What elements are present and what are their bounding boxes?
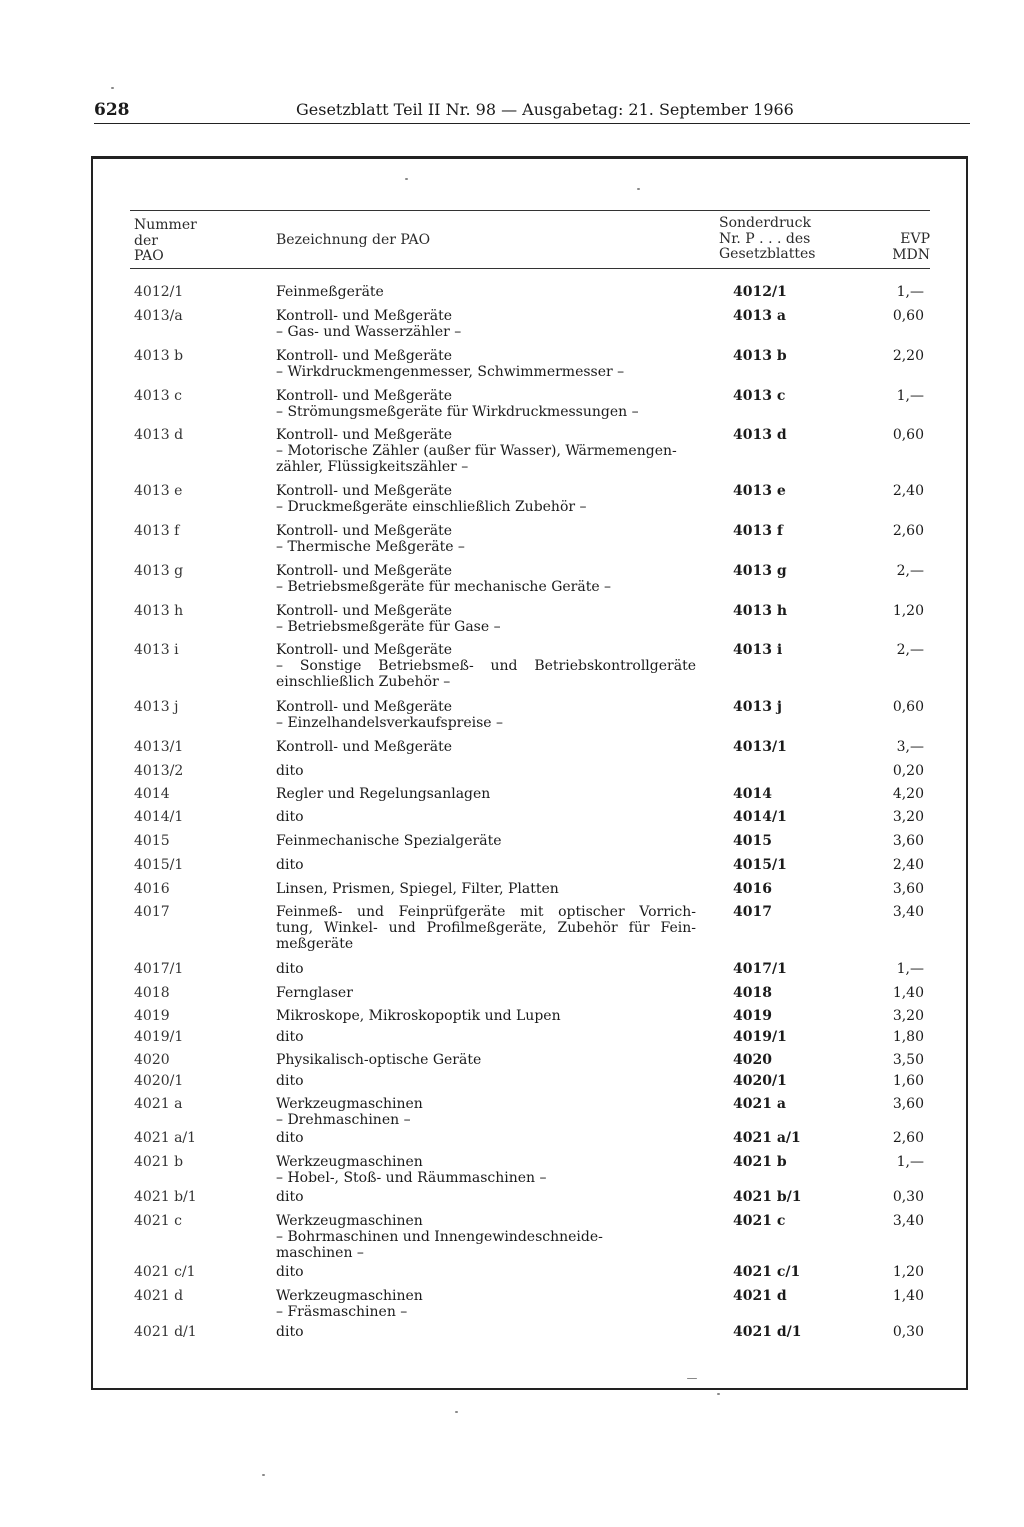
pao-number: 4017/1 (134, 961, 184, 977)
pao-description (276, 787, 696, 803)
pao-number: 4013 d (134, 427, 184, 443)
special-print-number: 4021 a (733, 1096, 786, 1112)
print-speck (405, 178, 408, 180)
price-value: 1,60 (892, 1073, 924, 1089)
pao-number: 4013 i (134, 642, 179, 658)
table-top-rule (130, 210, 930, 211)
pao-number: 4012/1 (134, 284, 184, 300)
description-line: dito (276, 1324, 304, 1340)
price-value: 3,20 (892, 1008, 924, 1024)
pao-number: 4021 b/1 (134, 1189, 197, 1205)
pao-number: 4020 (134, 1052, 170, 1068)
pao-description (276, 1074, 696, 1090)
price-value: 1,80 (892, 1029, 924, 1045)
description-line: – Strömungsmeßgeräte für Wirkdruckmessungen – (276, 403, 639, 420)
pao-description (276, 564, 696, 596)
description-line: dito (276, 961, 304, 977)
pao-description (276, 1097, 696, 1129)
pao-number: 4021 a/1 (134, 1130, 197, 1146)
pao-description (276, 764, 696, 780)
price-value: 3,40 (892, 1213, 924, 1229)
price-value: 2,40 (892, 857, 924, 873)
special-print-number: 4013 d (733, 427, 787, 443)
pao-description (276, 1030, 696, 1046)
special-print-number: 4019/1 (733, 1029, 787, 1045)
pao-description (276, 428, 696, 475)
special-print-number: 4013 f (733, 523, 783, 539)
pao-description (276, 740, 696, 756)
special-print-number: 4014 (733, 786, 772, 802)
description-line: dito (276, 809, 304, 825)
page-number: 628 (94, 100, 130, 120)
price-value: 0,30 (892, 1324, 924, 1340)
price-value: 3,— (896, 739, 924, 755)
description-line: maschinen – (276, 1244, 364, 1261)
price-value: 0,30 (892, 1189, 924, 1205)
pao-number: 4019 (134, 1008, 170, 1024)
special-print-number: 4020/1 (733, 1073, 787, 1089)
pao-description (276, 524, 696, 556)
pao-description (276, 1131, 696, 1147)
price-value: 3,60 (892, 1096, 924, 1112)
pao-description (276, 1214, 696, 1261)
price-value: 1,— (896, 1154, 924, 1170)
description-line: Feinmechanische Spezialgeräte (276, 833, 502, 849)
pao-number: 4016 (134, 881, 170, 897)
description-line: Werkzeugmaschinen (276, 1096, 423, 1112)
pao-description (276, 1265, 696, 1281)
pao-number: 4015 (134, 833, 170, 849)
column-header-description: Bezeichnung der PAO (276, 232, 431, 248)
special-print-number: 4013/1 (733, 739, 787, 755)
special-print-number: 4015/1 (733, 857, 787, 873)
description-line: dito (276, 763, 304, 779)
special-print-number: 4021 c (733, 1213, 786, 1229)
print-speck (637, 188, 640, 190)
price-value: 0,60 (892, 308, 924, 324)
special-print-number: 4021 c/1 (733, 1264, 801, 1280)
description-line: Kontroll- und Meßgeräte (276, 348, 453, 364)
description-line: Kontroll- und Meßgeräte (276, 642, 453, 658)
pao-description (276, 1053, 696, 1069)
pao-description (276, 1289, 696, 1321)
description-line: Linsen, Prismen, Spiegel, Filter, Platten (276, 881, 559, 897)
special-print-number: 4019 (733, 1008, 772, 1024)
description-line: Kontroll- und Meßgeräte (276, 308, 453, 324)
special-print-number: 4021 d (733, 1288, 787, 1304)
price-value: 1,40 (892, 985, 924, 1001)
column-header-special-print: Sonderdruck Nr. P . . . des Gesetzblattes (719, 215, 816, 263)
running-title: Gesetzblatt Teil II Nr. 98 — Ausgabetag: 21. September 1966 (296, 100, 794, 119)
pao-number: 4013 c (134, 388, 182, 404)
price-value: 1,— (896, 388, 924, 404)
price-value: 3,60 (892, 833, 924, 849)
special-print-number: 4013 c (733, 388, 786, 404)
pao-number: 4013 e (134, 483, 183, 499)
price-value: 1,40 (892, 1288, 924, 1304)
pao-number: 4018 (134, 985, 170, 1001)
special-print-number: 4018 (733, 985, 772, 1001)
pao-number: 4017 (134, 904, 170, 920)
special-print-number: 4021 d/1 (733, 1324, 802, 1340)
pao-description (276, 1325, 696, 1341)
special-print-number: 4013 a (733, 308, 786, 324)
description-line: – Bohrmaschinen und Innengewindeschneide- (276, 1228, 603, 1245)
pao-number: 4021 d (134, 1288, 184, 1304)
special-print-number: 4020 (733, 1052, 772, 1068)
header-rule (94, 123, 970, 124)
pao-number: 4013/a (134, 308, 183, 324)
description-line: – Thermische Meßgeräte – (276, 538, 465, 555)
description-line: – Betriebsmeßgeräte für Gase – (276, 618, 501, 635)
description-line: einschließlich Zubehör – (276, 673, 451, 690)
pao-number: 4013 h (134, 603, 184, 619)
special-print-number: 4013 e (733, 483, 786, 499)
print-speck (111, 87, 114, 89)
pao-number: 4013/2 (134, 763, 184, 779)
description-line: Regler und Regelungsanlagen (276, 786, 491, 802)
pao-description (276, 349, 696, 381)
special-print-number: 4012/1 (733, 284, 787, 300)
price-value: 0,60 (892, 427, 924, 443)
pao-number: 4021 c/1 (134, 1264, 196, 1280)
column-header-number: Nummer der PAO (134, 217, 197, 265)
price-value: 4,20 (892, 786, 924, 802)
pao-number: 4013 j (134, 699, 179, 715)
description-line: Kontroll- und Meßgeräte (276, 523, 453, 539)
table-header-rule (130, 268, 930, 269)
special-print-number: 4021 b (733, 1154, 787, 1170)
pao-description (276, 882, 696, 898)
description-line: – Einzelhandelsverkaufspreise – (276, 714, 504, 731)
pao-description (276, 986, 696, 1002)
price-value: 1,— (896, 284, 924, 300)
description-line: Physikalisch-optische Geräte (276, 1052, 482, 1068)
pao-description (276, 1190, 696, 1206)
description-line: dito (276, 1264, 304, 1280)
price-value: 0,20 (892, 763, 924, 779)
pao-description (276, 484, 696, 516)
description-line: Kontroll- und Meßgeräte (276, 483, 453, 499)
pao-number: 4015/1 (134, 857, 184, 873)
pao-description (276, 1009, 696, 1025)
price-value: 2,60 (892, 523, 924, 539)
special-print-number: 4021 a/1 (733, 1130, 801, 1146)
special-print-number: 4013 h (733, 603, 788, 619)
price-value: 2,— (896, 642, 924, 658)
description-line: dito (276, 1029, 304, 1045)
description-line: – Wirkdruckmengenmesser, Schwimmermesser – (276, 363, 625, 380)
description-line: dito (276, 857, 304, 873)
pao-number: 4020/1 (134, 1073, 184, 1089)
description-line: zähler, Flüssigkeitszähler – (276, 458, 469, 475)
description-line: Kontroll- und Meßgeräte (276, 427, 453, 443)
column-header-price: EVP MDN (892, 231, 930, 263)
price-value: 3,50 (892, 1052, 924, 1068)
description-line: Mikroskope, Mikroskopoptik und Lupen (276, 1008, 561, 1024)
pao-number: 4021 c (134, 1213, 182, 1229)
special-print-number: 4013 b (733, 348, 787, 364)
price-value: 2,60 (892, 1130, 924, 1146)
description-line: meßgeräte (276, 935, 354, 952)
special-print-number: 4014/1 (733, 809, 787, 825)
price-value: 3,40 (892, 904, 924, 920)
pao-description (276, 1155, 696, 1187)
pao-number: 4014/1 (134, 809, 184, 825)
pao-number: 4013 b (134, 348, 184, 364)
description-line: dito (276, 1073, 304, 1089)
description-line: Fernglaser (276, 985, 353, 1001)
description-line: Feinmeß- und Feinprüfgeräte mit optischer Vorrich- (276, 904, 696, 920)
pao-number: 4021 a (134, 1096, 183, 1112)
description-line: Werkzeugmaschinen (276, 1288, 423, 1304)
price-value: 2,40 (892, 483, 924, 499)
price-value: 2,— (896, 563, 924, 579)
pao-description (276, 604, 696, 636)
special-print-number: 4013 i (733, 642, 783, 658)
description-line: Kontroll- und Meßgeräte (276, 699, 453, 715)
description-line: – Sonstige Betriebsmeß- und Betriebskontrollgeräte (276, 657, 696, 674)
pao-description (276, 810, 696, 826)
price-value: 2,20 (892, 348, 924, 364)
description-line: Kontroll- und Meßgeräte (276, 563, 453, 579)
pao-description (276, 389, 696, 421)
description-line: – Drehmaschinen – (276, 1111, 411, 1128)
pao-number: 4014 (134, 786, 170, 802)
price-value: 3,20 (892, 809, 924, 825)
special-print-number: 4013 g (733, 563, 787, 579)
description-line: – Fräsmaschinen – (276, 1303, 408, 1320)
price-value: 1,20 (892, 1264, 924, 1280)
description-line: – Druckmeßgeräte einschließlich Zubehör – (276, 498, 587, 515)
description-line: – Hobel-, Stoß- und Räummaschinen – (276, 1169, 547, 1186)
pao-description (276, 700, 696, 732)
description-line: Kontroll- und Meßgeräte (276, 739, 453, 755)
price-value: 1,— (896, 961, 924, 977)
description-line: – Motorische Zähler (außer für Wasser), Wärmemengen- (276, 442, 677, 459)
description-line: – Gas- und Wasserzähler – (276, 323, 462, 340)
description-line: Werkzeugmaschinen (276, 1154, 423, 1170)
pao-description (276, 962, 696, 978)
pao-number: 4013/1 (134, 739, 184, 755)
description-line: – Betriebsmeßgeräte für mechanische Geräte – (276, 578, 612, 595)
description-line: tung, Winkel- und Profilmeßgeräte, Zubehör für Fein- (276, 919, 696, 936)
description-line: dito (276, 1189, 304, 1205)
print-speck (687, 1378, 697, 1379)
print-speck (717, 1393, 720, 1395)
description-line: Werkzeugmaschinen (276, 1213, 423, 1229)
special-print-number: 4016 (733, 881, 772, 897)
pao-description (276, 834, 696, 850)
special-print-number: 4021 b/1 (733, 1189, 802, 1205)
special-print-number: 4013 j (733, 699, 782, 715)
pao-description (276, 309, 696, 341)
description-line: dito (276, 1130, 304, 1146)
description-line: Kontroll- und Meßgeräte (276, 603, 453, 619)
pao-description (276, 285, 696, 301)
pao-number: 4013 g (134, 563, 184, 579)
pao-number: 4021 d/1 (134, 1324, 197, 1340)
price-value: 1,20 (892, 603, 924, 619)
pao-number: 4013 f (134, 523, 180, 539)
pao-description (276, 858, 696, 874)
description-line: Kontroll- und Meßgeräte (276, 388, 453, 404)
price-value: 3,60 (892, 881, 924, 897)
special-print-number: 4017/1 (733, 961, 787, 977)
pao-number: 4019/1 (134, 1029, 184, 1045)
special-print-number: 4015 (733, 833, 772, 849)
price-value: 0,60 (892, 699, 924, 715)
pao-description (276, 905, 696, 952)
description-line: Feinmeßgeräte (276, 284, 384, 300)
pao-description (276, 643, 696, 690)
print-speck (455, 1411, 458, 1413)
special-print-number: 4017 (733, 904, 772, 920)
print-speck (262, 1474, 265, 1476)
pao-number: 4021 b (134, 1154, 184, 1170)
